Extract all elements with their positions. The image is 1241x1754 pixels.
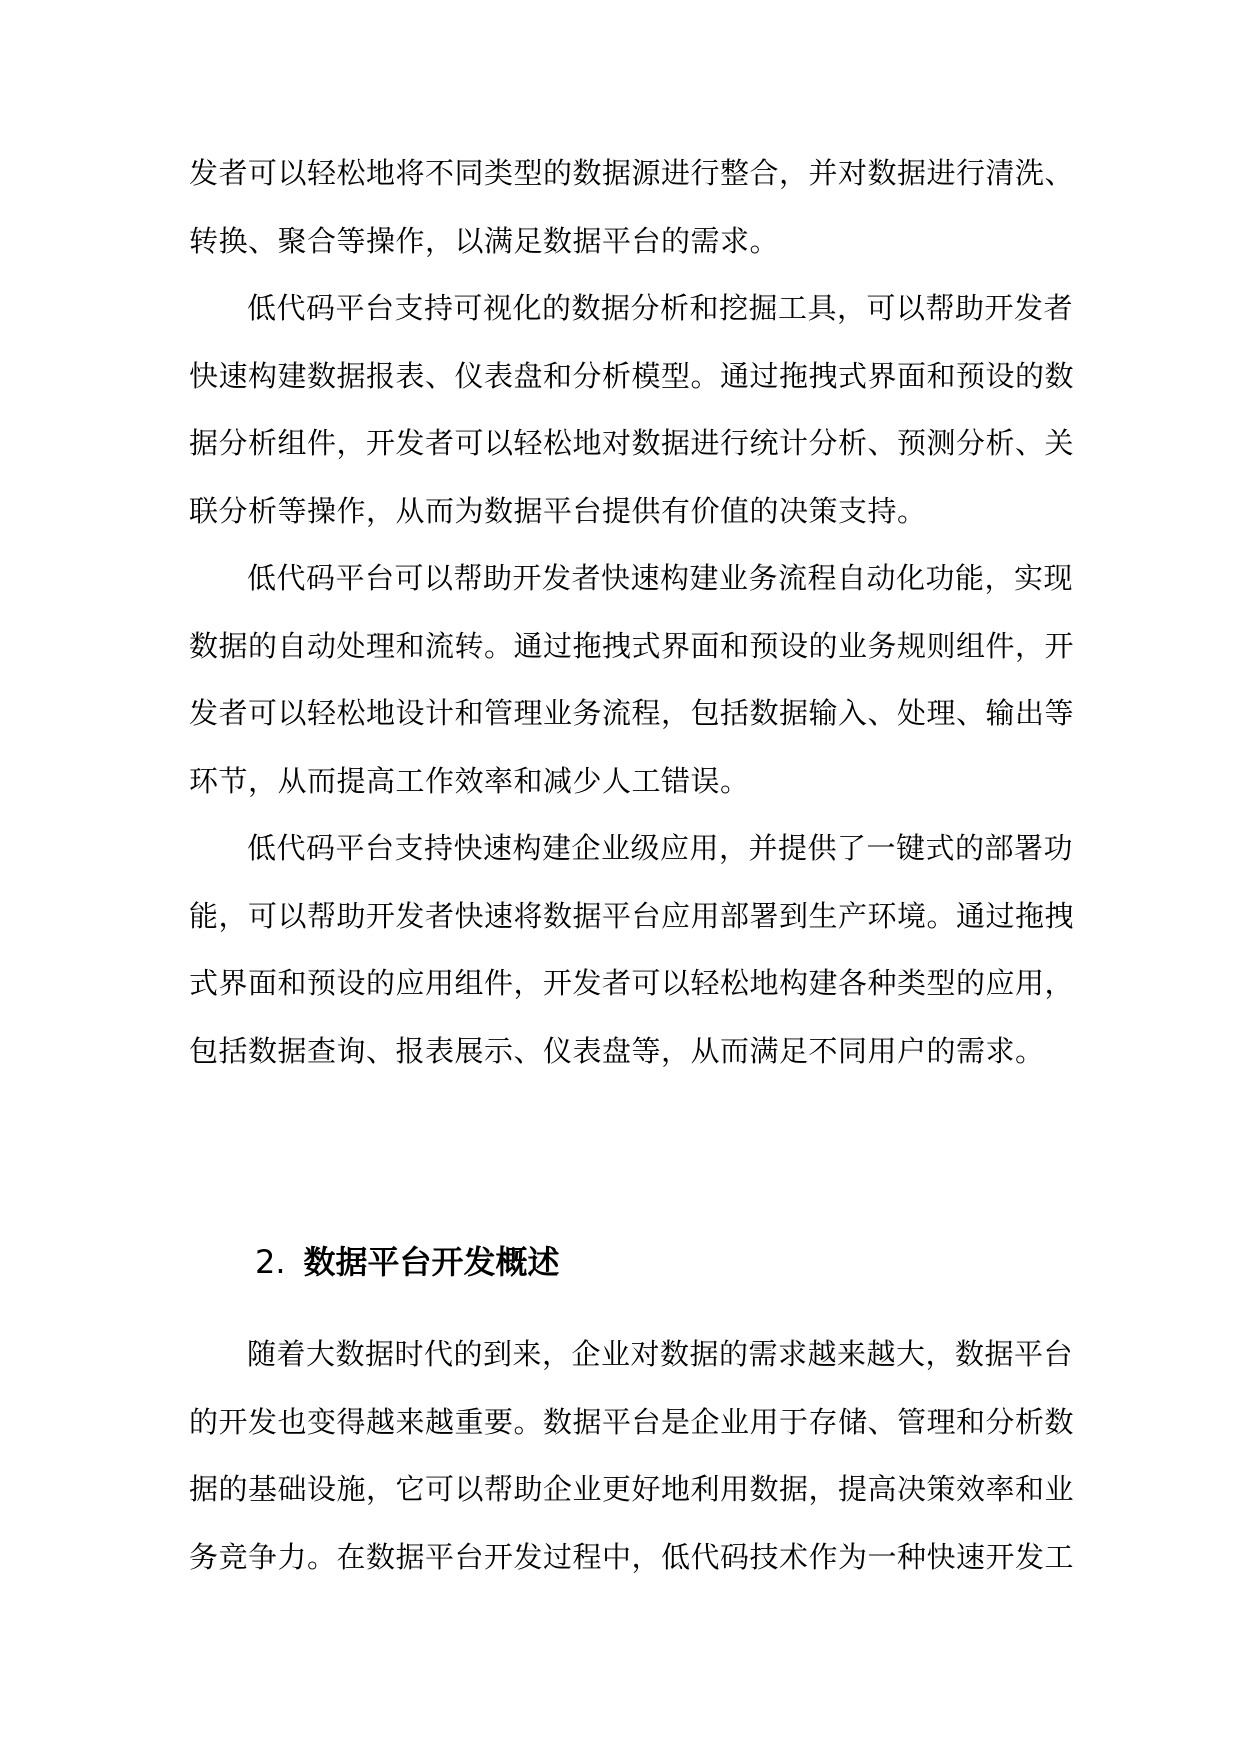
paragraph-2-line-3: 据分析组件，开发者可以轻松地对数据进行统计分析、预测分析、关 [189, 426, 1075, 460]
paragraph-3-line-1: 低代码平台可以帮助开发者快速构建业务流程自动化功能，实现 [247, 561, 1074, 595]
paragraph-3-line-2: 数据的自动处理和流转。通过拖拽式界面和预设的业务规则组件，开 [189, 629, 1075, 663]
paragraph-4-line-3: 式界面和预设的应用组件，开发者可以轻松地构建各种类型的应用， [189, 966, 1075, 1000]
paragraph-5-line-3: 据的基础设施，它可以帮助企业更好地利用数据，提高决策效率和业 [189, 1472, 1075, 1506]
section-title: 数据平台开发概述 [303, 1243, 560, 1281]
paragraph-2-line-2: 快速构建数据报表、仪表盘和分析模型。通过拖拽式界面和预设的数 [189, 359, 1075, 393]
section-heading [255, 1240, 560, 1284]
paragraph-3-line-3: 发者可以轻松地设计和管理业务流程，包括数据输入、处理、输出等 [189, 696, 1075, 730]
paragraph-1-line-2: 转换、聚合等操作，以满足数据平台的需求。 [189, 224, 780, 258]
paragraph-4-line-1: 低代码平台支持快速构建企业级应用，并提供了一键式的部署功 [247, 831, 1074, 865]
paragraph-2-line-1: 低代码平台支持可视化的数据分析和挖掘工具，可以帮助开发者 [247, 291, 1074, 325]
paragraph-4-line-2: 能，可以帮助开发者快速将数据平台应用部署到生产环境。通过拖拽 [189, 899, 1075, 933]
paragraph-3-line-4: 环节，从而提高工作效率和减少人工错误。 [189, 764, 750, 798]
paragraph-2-line-4: 联分析等操作，从而为数据平台提供有价值的决策支持。 [189, 494, 927, 528]
paragraph-5-line-4: 务竞争力。在数据平台开发过程中，低代码技术作为一种快速开发工 [189, 1540, 1075, 1574]
section-number: 2. [255, 1243, 286, 1281]
paragraph-1-line-1: 发者可以轻松地将不同类型的数据源进行整合，并对数据进行清洗、 [189, 156, 1075, 190]
paragraph-4-line-4: 包括数据查询、报表展示、仪表盘等，从而满足不同用户的需求。 [189, 1034, 1045, 1068]
paragraph-5-line-1: 随着大数据时代的到来，企业对数据的需求越来越大，数据平台 [247, 1337, 1074, 1371]
paragraph-5-line-2: 的开发也变得越来越重要。数据平台是企业用于存储、管理和分析数 [189, 1405, 1075, 1439]
